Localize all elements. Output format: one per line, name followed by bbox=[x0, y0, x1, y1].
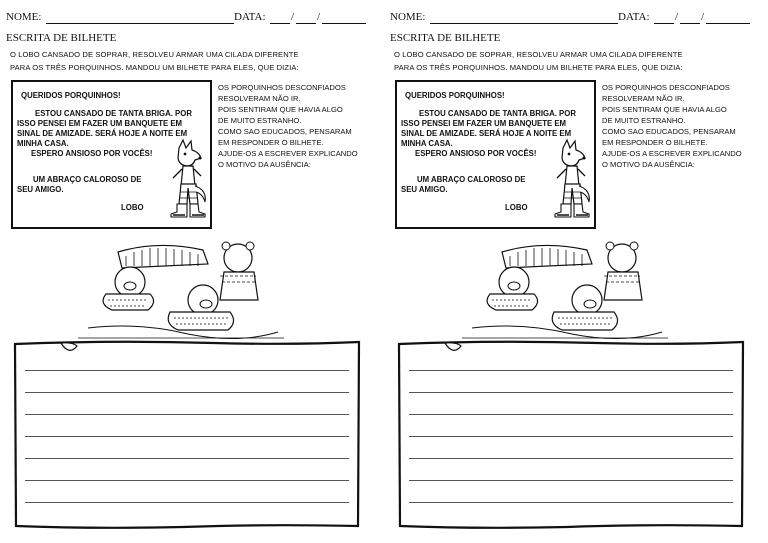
instruction-line: O MOTIVO DA AUSÊNCIA: bbox=[218, 160, 311, 169]
worksheet-copy-right bbox=[384, 0, 768, 543]
three-pigs-illustration bbox=[462, 238, 672, 344]
writing-area[interactable] bbox=[397, 340, 746, 530]
instruction-line: COMO SAO EDUCADOS, PENSARAM bbox=[218, 127, 352, 136]
writing-line[interactable] bbox=[409, 480, 733, 481]
wolf-note bbox=[11, 80, 212, 229]
note-signature: LOBO bbox=[505, 203, 528, 212]
date-separator: / bbox=[317, 11, 321, 23]
instruction-line: DE MUITO ESTRANHO. bbox=[218, 116, 302, 125]
instruction-line: RESOLVERAM NÃO IR. bbox=[602, 94, 685, 103]
note-hug: SEU AMIGO. bbox=[17, 185, 64, 194]
writing-line[interactable] bbox=[409, 502, 733, 503]
date-month-line[interactable] bbox=[296, 23, 316, 24]
instruction-line: EM RESPONDER O BILHETE. bbox=[602, 138, 708, 147]
name-field-line[interactable] bbox=[46, 23, 234, 24]
writing-line[interactable] bbox=[409, 414, 733, 415]
instruction-line: POIS SENTIRAM QUE HAVIA ALGO bbox=[218, 105, 343, 114]
date-month-line[interactable] bbox=[680, 23, 700, 24]
name-label: NOME: bbox=[6, 11, 42, 23]
note-closing: ESPERO ANSIOSO POR VOCÊS! bbox=[415, 149, 537, 158]
note-line: ISSO PENSEI EM FAZER UM BANQUETE EM bbox=[401, 119, 567, 128]
writing-line[interactable] bbox=[25, 458, 349, 459]
intro-text bbox=[10, 49, 376, 74]
note-line: MINHA CASA. bbox=[401, 139, 453, 148]
intro-line: PARA OS TRÊS PORQUINHOS. MANDOU UM BILHETE PARA ELES, QUE DIZIA: bbox=[10, 62, 299, 72]
note-line: SINAL DE AMIZADE. SERÁ HOJE A NOITE EM bbox=[401, 129, 572, 138]
instruction-line: COMO SAO EDUCADOS, PENSARAM bbox=[602, 127, 736, 136]
name-field-line[interactable] bbox=[430, 23, 618, 24]
date-day-line[interactable] bbox=[270, 23, 290, 24]
writing-line[interactable] bbox=[409, 436, 733, 437]
writing-line[interactable] bbox=[25, 480, 349, 481]
instruction-line: AJUDE-OS A ESCREVER EXPLICANDO bbox=[602, 149, 742, 158]
instruction-line: OS PORQUINHOS DESCONFIADOS bbox=[218, 83, 346, 92]
writing-line[interactable] bbox=[25, 392, 349, 393]
note-line: ISSO PENSEI EM FAZER UM BANQUETE EM bbox=[17, 119, 183, 128]
instruction-line: AJUDE-OS A ESCREVER EXPLICANDO bbox=[218, 149, 358, 158]
note-line: MINHA CASA. bbox=[17, 139, 69, 148]
note-hug: UM ABRAÇO CALOROSO DE bbox=[417, 175, 526, 184]
date-separator: / bbox=[291, 11, 295, 23]
date-year-line[interactable] bbox=[322, 23, 366, 24]
date-separator: / bbox=[675, 11, 679, 23]
note-signature: LOBO bbox=[121, 203, 144, 212]
instruction-line: POIS SENTIRAM QUE HAVIA ALGO bbox=[602, 105, 727, 114]
note-greeting: QUERIDOS PORQUINHOS! bbox=[21, 91, 121, 100]
instruction-line: DE MUITO ESTRANHO. bbox=[602, 116, 686, 125]
date-year-line[interactable] bbox=[706, 23, 750, 24]
instruction-line: O MOTIVO DA AUSÊNCIA: bbox=[602, 160, 695, 169]
wolf-note bbox=[395, 80, 596, 229]
worksheet-title: ESCRITA DE BILHETE bbox=[390, 32, 501, 44]
header bbox=[6, 11, 376, 27]
date-label: DATA: bbox=[618, 11, 650, 23]
date-day-line[interactable] bbox=[654, 23, 674, 24]
writing-line[interactable] bbox=[409, 458, 733, 459]
instruction-line: RESOLVERAM NÃO IR. bbox=[218, 94, 301, 103]
intro-line: PARA OS TRÊS PORQUINHOS. MANDOU UM BILHETE PARA ELES, QUE DIZIA: bbox=[394, 62, 683, 72]
instruction-line: EM RESPONDER O BILHETE. bbox=[218, 138, 324, 147]
instructions bbox=[602, 82, 764, 170]
intro-line: O LOBO CANSADO DE SOPRAR, RESOLVEU ARMAR UMA CILADA DIFERENTE bbox=[10, 50, 299, 59]
three-pigs-illustration bbox=[78, 238, 288, 344]
note-closing: ESPERO ANSIOSO POR VOCÊS! bbox=[31, 149, 153, 158]
date-label: DATA: bbox=[234, 11, 266, 23]
note-hug: SEU AMIGO. bbox=[401, 185, 448, 194]
writing-line[interactable] bbox=[409, 392, 733, 393]
writing-line[interactable] bbox=[25, 370, 349, 371]
intro-line: O LOBO CANSADO DE SOPRAR, RESOLVEU ARMAR UMA CILADA DIFERENTE bbox=[394, 50, 683, 59]
writing-line[interactable] bbox=[25, 414, 349, 415]
writing-line[interactable] bbox=[25, 436, 349, 437]
note-greeting: QUERIDOS PORQUINHOS! bbox=[405, 91, 505, 100]
wolf-illustration bbox=[549, 138, 595, 228]
instructions bbox=[218, 82, 380, 170]
instruction-line: OS PORQUINHOS DESCONFIADOS bbox=[602, 83, 730, 92]
note-hug: UM ABRAÇO CALOROSO DE bbox=[33, 175, 142, 184]
writing-area[interactable] bbox=[13, 340, 362, 530]
note-line: SINAL DE AMIZADE. SERÁ HOJE A NOITE EM bbox=[17, 129, 188, 138]
worksheet-title: ESCRITA DE BILHETE bbox=[6, 32, 117, 44]
date-separator: / bbox=[701, 11, 705, 23]
writing-line[interactable] bbox=[409, 370, 733, 371]
wolf-illustration bbox=[165, 138, 211, 228]
note-line: ESTOU CANSADO DE TANTA BRIGA. POR bbox=[419, 109, 576, 118]
note-line: ESTOU CANSADO DE TANTA BRIGA. POR bbox=[35, 109, 192, 118]
intro-text bbox=[394, 49, 760, 74]
header bbox=[390, 11, 760, 27]
writing-line[interactable] bbox=[25, 502, 349, 503]
name-label: NOME: bbox=[390, 11, 426, 23]
